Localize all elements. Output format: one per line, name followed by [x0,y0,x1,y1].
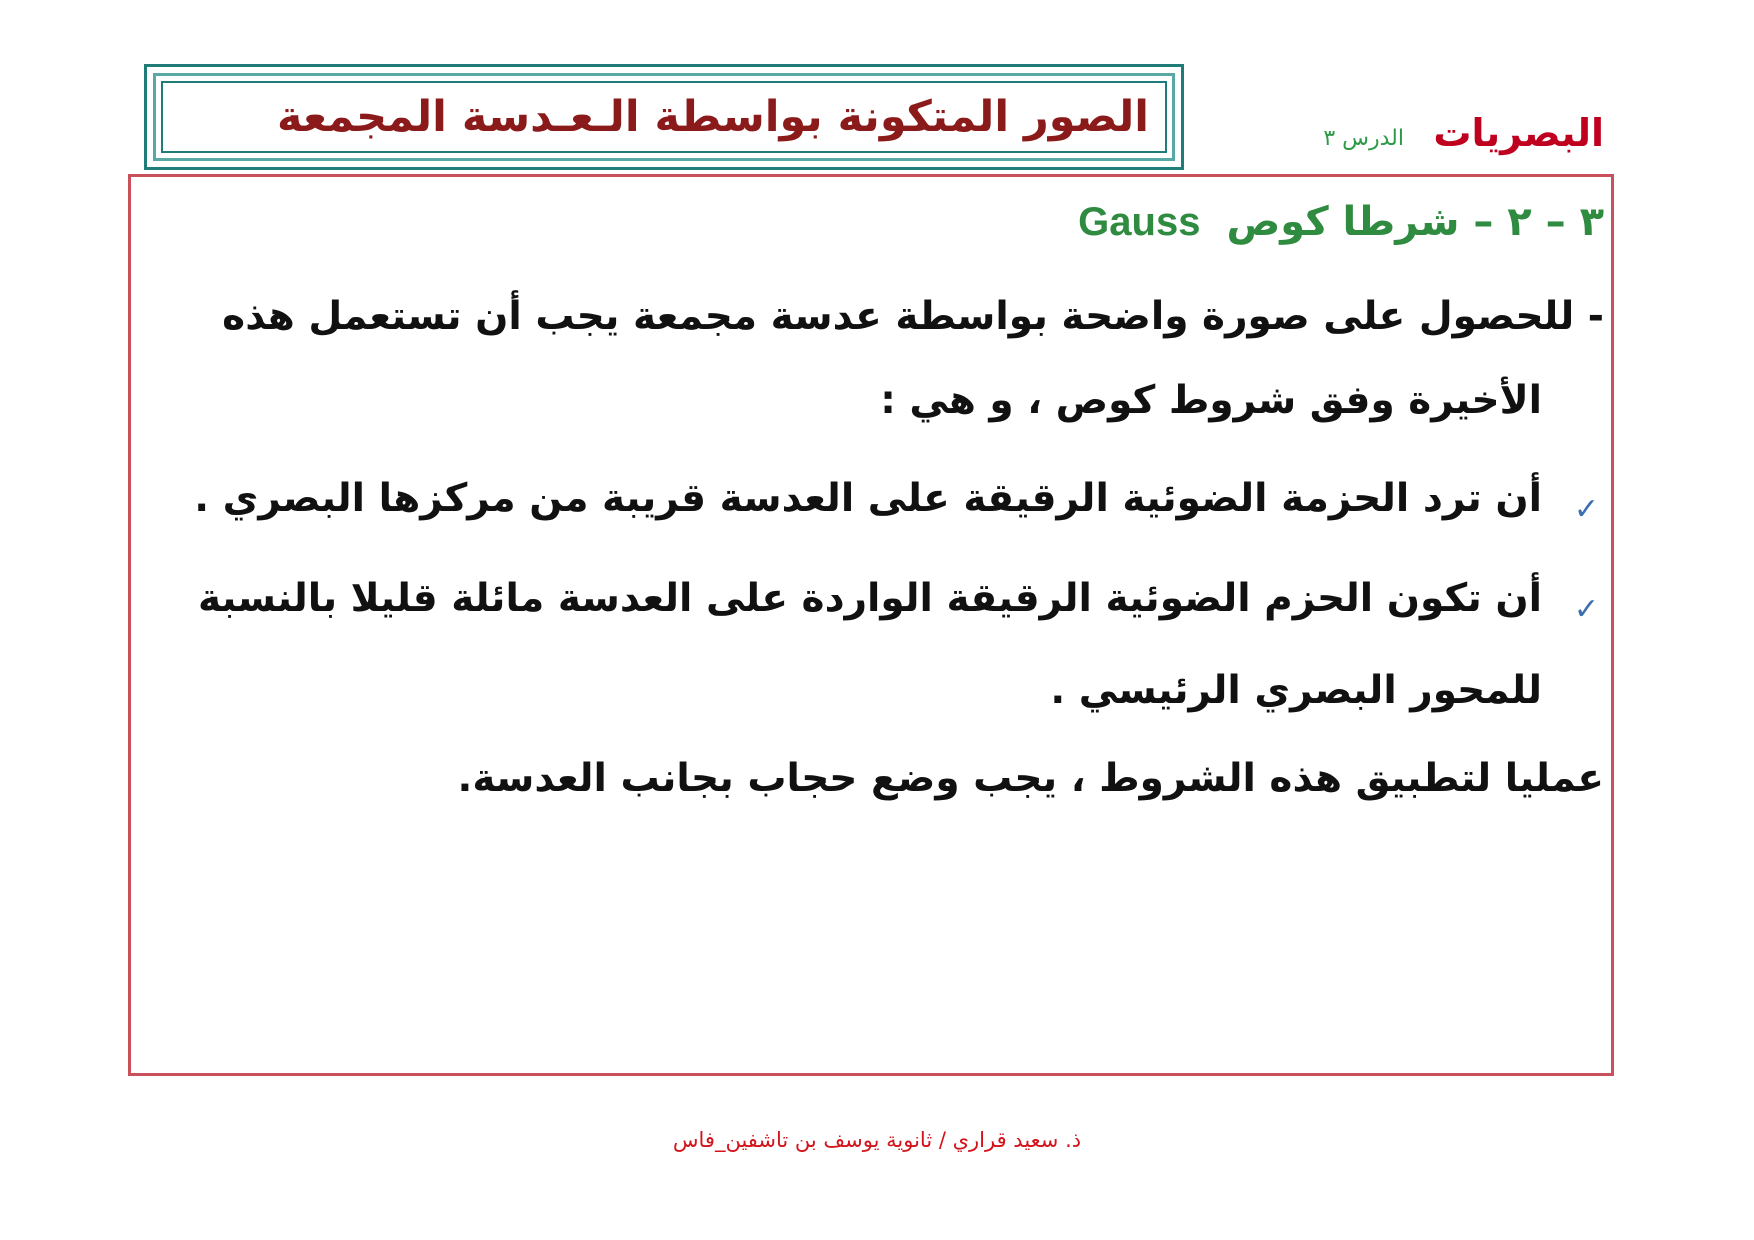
footer-credit: ذ. سعيد قراري / ثانوية يوسف بن تاشفين_فاس [672,1128,1082,1152]
intro-line-1: - للحصول على صورة واضحة بواسطة عدسة مجمعة يجب أن تستعمل هذه [222,294,1604,339]
title-box [144,64,1184,170]
section-heading-arabic: ٣ – ٢ – شرطا كوص [1226,199,1604,245]
practical-note: عمليا لتطبيق هذه الشروط ، يجب وضع حجاب بجانب العدسة. [457,756,1604,801]
checkmark-icon: ✓ [1573,592,1599,627]
checkmark-icon: ✓ [1573,492,1599,527]
section-heading-latin: Gauss [1078,200,1201,244]
condition-2-line-2: للمحور البصري الرئيسي . [1050,668,1542,713]
subject-label: البصريات [1433,111,1604,155]
intro-line-2: الأخيرة وفق شروط كوص ، و هي : [880,378,1542,423]
lesson-label: الدرس ٣ [1323,126,1404,151]
condition-1-line-1: أن ترد الحزمة الضوئية الرقيقة على العدسة قريبة من مركزها البصري . [194,476,1542,521]
section-heading [1078,200,1604,244]
condition-2-line-1: أن تكون الحزم الضوئية الرقيقة الواردة على العدسة مائلة قليلا بالنسبة [197,576,1542,621]
page-title: الصور المتكونة بواسطة الـعـدسة المجمعة [276,92,1149,142]
